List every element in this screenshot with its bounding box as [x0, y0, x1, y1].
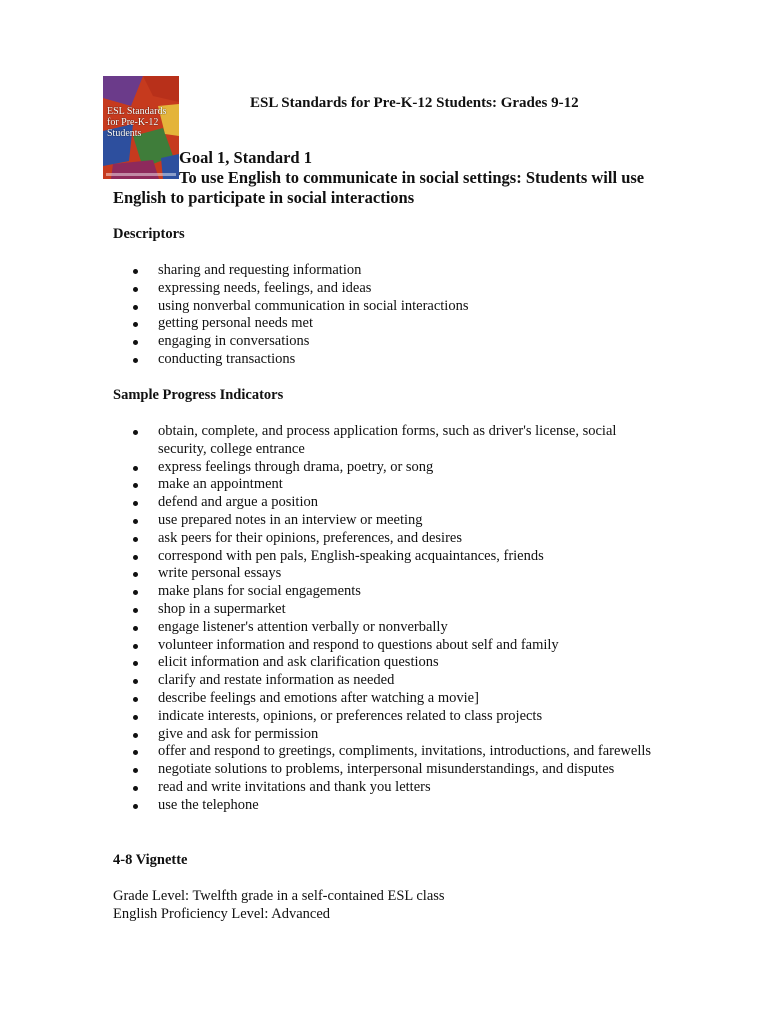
- goal-block: [113, 148, 653, 208]
- cover-title: ESL Standards for Pre-K-12 Students: [107, 106, 167, 139]
- bullet-icon: [133, 804, 138, 809]
- list-item: clarify and restate information as needed: [113, 672, 653, 690]
- proficiency-level: English Proficiency Level: Advanced: [113, 906, 331, 922]
- goal-heading: Goal 1, Standard 1: [179, 148, 312, 167]
- bullet-icon: [133, 466, 138, 471]
- bullet-icon: [133, 483, 138, 488]
- list-item: getting personal needs met: [113, 315, 653, 333]
- bullet-icon: [133, 626, 138, 631]
- bullet-icon: [133, 430, 138, 435]
- bullet-icon: [133, 608, 138, 613]
- bullet-icon: [133, 519, 138, 524]
- bullet-icon: [133, 786, 138, 791]
- bullet-icon: [133, 305, 138, 310]
- list-item: use prepared notes in an interview or meeting: [113, 512, 653, 530]
- list-item: engage listener's attention verbally or nonverbally: [113, 619, 653, 637]
- descriptors-list: [113, 262, 653, 369]
- list-item: express feelings through drama, poetry, or song: [113, 459, 653, 477]
- bullet-icon: [133, 715, 138, 720]
- list-item: use the telephone: [113, 797, 653, 815]
- bullet-icon: [133, 768, 138, 773]
- goal-statement: To use English to communicate in social settings: Students will use English to participate in social interactions: [113, 168, 645, 207]
- list-item: conducting transactions: [113, 351, 653, 369]
- bullet-icon: [133, 358, 138, 363]
- list-item: obtain, complete, and process application forms, such as driver's license, social security, college entrance: [113, 423, 653, 459]
- list-item: volunteer information and respond to questions about self and family: [113, 637, 653, 655]
- list-item: expressing needs, feelings, and ideas: [113, 280, 653, 298]
- list-item: elicit information and ask clarification questions: [113, 654, 653, 672]
- list-item: using nonverbal communication in social interactions: [113, 298, 653, 316]
- list-item: engaging in conversations: [113, 333, 653, 351]
- list-item: make an appointment: [113, 476, 653, 494]
- list-item: make plans for social engagements: [113, 583, 653, 601]
- bullet-icon: [133, 750, 138, 755]
- indicators-heading: Sample Progress Indicators: [113, 387, 284, 403]
- list-item: describe feelings and emotions after watching a movie]: [113, 690, 653, 708]
- bullet-icon: [133, 572, 138, 577]
- vignette-heading: 4-8 Vignette: [113, 852, 188, 868]
- bullet-icon: [133, 322, 138, 327]
- list-item: shop in a supermarket: [113, 601, 653, 619]
- bullet-icon: [133, 679, 138, 684]
- bullet-icon: [133, 697, 138, 702]
- bullet-icon: [133, 287, 138, 292]
- descriptors-heading: Descriptors: [113, 226, 185, 242]
- list-item: indicate interests, opinions, or preferences related to class projects: [113, 708, 653, 726]
- bullet-icon: [133, 537, 138, 542]
- list-item: read and write invitations and thank you letters: [113, 779, 653, 797]
- list-item: sharing and requesting information: [113, 262, 653, 280]
- list-item: offer and respond to greetings, compliments, invitations, introductions, and farewells: [113, 743, 653, 761]
- list-item: give and ask for permission: [113, 726, 653, 744]
- bullet-icon: [133, 555, 138, 560]
- list-item: ask peers for their opinions, preferences, and desires: [113, 530, 653, 548]
- bullet-icon: [133, 661, 138, 666]
- list-item: write personal essays: [113, 565, 653, 583]
- page-title: ESL Standards for Pre-K-12 Students: Grades 9-12: [250, 95, 579, 111]
- grade-level: Grade Level: Twelfth grade in a self-contained ESL class: [113, 888, 445, 904]
- list-item: negotiate solutions to problems, interpersonal misunderstandings, and disputes: [113, 761, 653, 779]
- indicators-list: [113, 423, 653, 815]
- bullet-icon: [133, 269, 138, 274]
- bullet-icon: [133, 644, 138, 649]
- bullet-icon: [133, 501, 138, 506]
- bullet-icon: [133, 590, 138, 595]
- bullet-icon: [133, 733, 138, 738]
- bullet-icon: [133, 340, 138, 345]
- list-item: correspond with pen pals, English-speaking acquaintances, friends: [113, 548, 653, 566]
- list-item: defend and argue a position: [113, 494, 653, 512]
